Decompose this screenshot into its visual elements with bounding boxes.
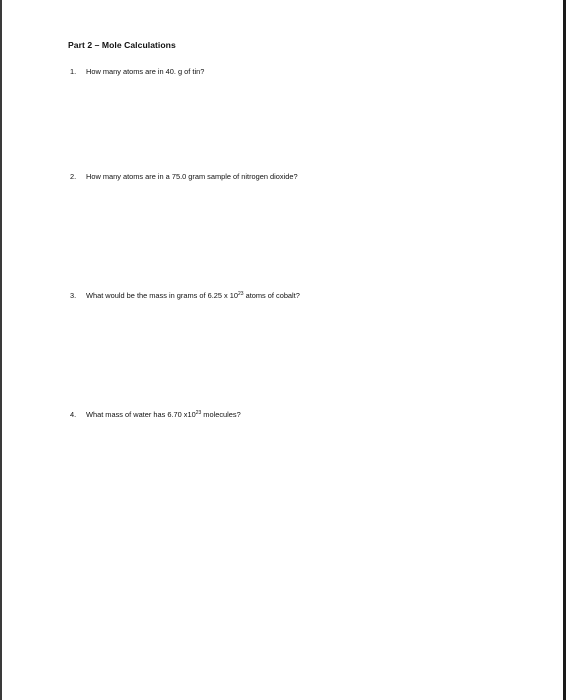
section-title: Part 2 – Mole Calculations bbox=[68, 40, 176, 50]
question-text: How many atoms are in a 75.0 gram sample of nitrogen dioxide? bbox=[86, 172, 298, 181]
page-left-edge bbox=[0, 0, 2, 700]
question-text-start: What mass of water has 6.70 x10 bbox=[86, 410, 196, 419]
question-4 bbox=[70, 410, 241, 419]
question-text-end: molecules? bbox=[201, 410, 241, 419]
question-number: 1. bbox=[70, 67, 77, 76]
exponent: 23 bbox=[238, 291, 244, 297]
question-number: 2. bbox=[70, 172, 77, 181]
question-number: 4. bbox=[70, 410, 77, 419]
question-text: How many atoms are in 40. g of tin? bbox=[86, 67, 205, 76]
question-3 bbox=[70, 291, 300, 300]
exponent: 23 bbox=[195, 410, 202, 416]
question-2 bbox=[70, 172, 298, 181]
question-1 bbox=[70, 67, 204, 76]
question-number: 3. bbox=[70, 291, 77, 300]
question-text-end: atoms of cobalt? bbox=[243, 291, 300, 300]
question-text-start: What would be the mass in grams of 6.25 x 10 bbox=[86, 291, 238, 300]
